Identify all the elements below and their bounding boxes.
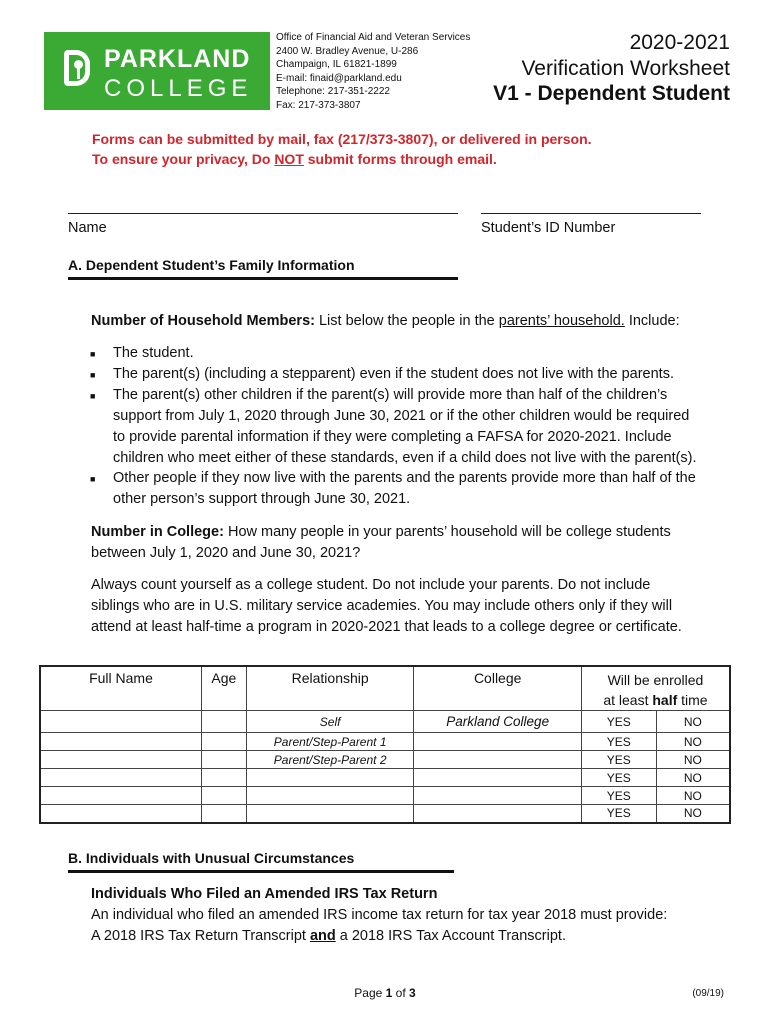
relationship-cell[interactable]: [246, 787, 414, 805]
table-row: [40, 751, 730, 769]
student-id-label: Student’s ID Number: [481, 220, 616, 236]
logo-text-2: COLLEGE: [104, 75, 253, 102]
no-option[interactable]: NO: [656, 805, 730, 823]
list-item: The student.: [113, 345, 194, 361]
list-item: Other people if they now live with the parents and the parents provide more than half of the other person’s support through June 30, 2021.: [113, 470, 696, 507]
notice-line-2: To ensure your privacy, Do NOT submit forms through email.: [92, 151, 497, 167]
office-address: Office of Financial Aid and Veteran Services 2400 W. Bradley Avenue, U-286 Champaign, IL 61821-1899 E-mail: finaid@parkland.edu Telephone: 217-351-2222 Fax: 217-373-3807: [276, 32, 471, 111]
no-option[interactable]: NO: [656, 711, 730, 733]
amended-return-line-1: An individual who filed an amended IRS income tax return for tax year 2018 must provide:: [91, 907, 668, 923]
full-name-cell[interactable]: [40, 769, 201, 787]
section-a-rule: [68, 277, 458, 280]
page-number: Page 1 of 3: [354, 986, 416, 1000]
table-row: [40, 805, 730, 823]
age-cell[interactable]: [201, 733, 246, 751]
col-full-name: Full Name: [40, 666, 201, 711]
logo-mark-icon: [64, 50, 90, 86]
section-b-heading: B. Individuals with Unusual Circumstances: [68, 850, 355, 866]
college-cell[interactable]: [414, 787, 581, 805]
yes-option[interactable]: YES: [581, 751, 656, 769]
relationship-cell: Parent/Step-Parent 1: [246, 733, 414, 751]
full-name-cell[interactable]: [40, 733, 201, 751]
col-age: Age: [201, 666, 246, 711]
relationship-cell: Self: [246, 711, 414, 733]
no-option[interactable]: NO: [656, 751, 730, 769]
college-instructions: Always count yourself as a college student. Do not include your parents. Do not include siblings who are in U.S. military service academies. You may include others only if they will attend at least half-time a program in 2020-2021 that leads to a college degree or certificate.: [91, 577, 682, 635]
bullet-icon: ■: [90, 370, 96, 380]
number-in-college: Number in College: How many people in your parents’ household will be college students between July 1, 2020 and June 30, 2021?: [91, 524, 671, 561]
no-option[interactable]: NO: [656, 733, 730, 751]
form-title: Verification Worksheet: [521, 57, 730, 80]
household-members: Number of Household Members: List below the people in the parents’ household. Include:: [91, 313, 680, 329]
table-row: [40, 769, 730, 787]
table-row: [40, 733, 730, 751]
col-relationship: Relationship: [246, 666, 414, 711]
no-option[interactable]: NO: [656, 769, 730, 787]
list-item: The parent(s) other children if the parent(s) will provide more than half of the children’s support from July 1, 2020 through June 30, 2021 or if the other children would be required to provide parental information if they were completing a FAFSA for 2020-2021. Include children who meet either of these standards, even if a child does not live with the parent(s).: [113, 387, 697, 466]
relationship-cell[interactable]: [246, 805, 414, 823]
no-option[interactable]: NO: [656, 787, 730, 805]
form-year: 2020-2021: [629, 31, 730, 54]
college-cell[interactable]: [414, 769, 581, 787]
table-header-row: [40, 666, 730, 711]
name-label: Name: [68, 220, 107, 236]
form-subtitle: V1 - Dependent Student: [493, 82, 730, 105]
student-id-line[interactable]: [481, 213, 701, 214]
col-enrolled: Will be enrolled at least half time: [581, 666, 730, 711]
yes-option[interactable]: YES: [581, 711, 656, 733]
logo-text-1: PARKLAND: [104, 45, 251, 73]
section-b-rule: [68, 870, 454, 873]
age-cell[interactable]: [201, 787, 246, 805]
parkland-logo: [44, 32, 270, 110]
age-cell[interactable]: [201, 751, 246, 769]
bullet-icon: ■: [90, 349, 96, 359]
college-cell[interactable]: [414, 751, 581, 769]
full-name-cell[interactable]: [40, 787, 201, 805]
amended-return-heading: Individuals Who Filed an Amended IRS Tax Return: [91, 886, 438, 902]
household-table: [39, 665, 731, 824]
full-name-cell[interactable]: [40, 805, 201, 823]
age-cell[interactable]: [201, 769, 246, 787]
yes-option[interactable]: YES: [581, 769, 656, 787]
table-row: [40, 711, 730, 733]
relationship-cell[interactable]: [246, 769, 414, 787]
age-cell[interactable]: [201, 805, 246, 823]
age-cell[interactable]: [201, 711, 246, 733]
college-cell[interactable]: [414, 733, 581, 751]
revision-date: (09/19): [692, 988, 724, 999]
yes-option[interactable]: YES: [581, 787, 656, 805]
yes-option[interactable]: YES: [581, 805, 656, 823]
section-a-heading: A. Dependent Student’s Family Information: [68, 257, 355, 273]
table-row: [40, 787, 730, 805]
full-name-cell[interactable]: [40, 711, 201, 733]
col-college: College: [414, 666, 581, 711]
amended-return-line-2: A 2018 IRS Tax Return Transcript and a 2018 IRS Tax Account Transcript.: [91, 928, 566, 944]
yes-option[interactable]: YES: [581, 733, 656, 751]
college-cell: Parkland College: [414, 711, 581, 733]
full-name-cell[interactable]: [40, 751, 201, 769]
college-cell[interactable]: [414, 805, 581, 823]
bullet-icon: ■: [90, 391, 96, 401]
list-item: The parent(s) (including a stepparent) even if the student does not live with the parents.: [113, 366, 674, 382]
bullet-icon: ■: [90, 474, 96, 484]
relationship-cell: Parent/Step-Parent 2: [246, 751, 414, 769]
name-line[interactable]: [68, 213, 458, 214]
notice-line-1: Forms can be submitted by mail, fax (217/373-3807), or delivered in person.: [92, 131, 592, 147]
